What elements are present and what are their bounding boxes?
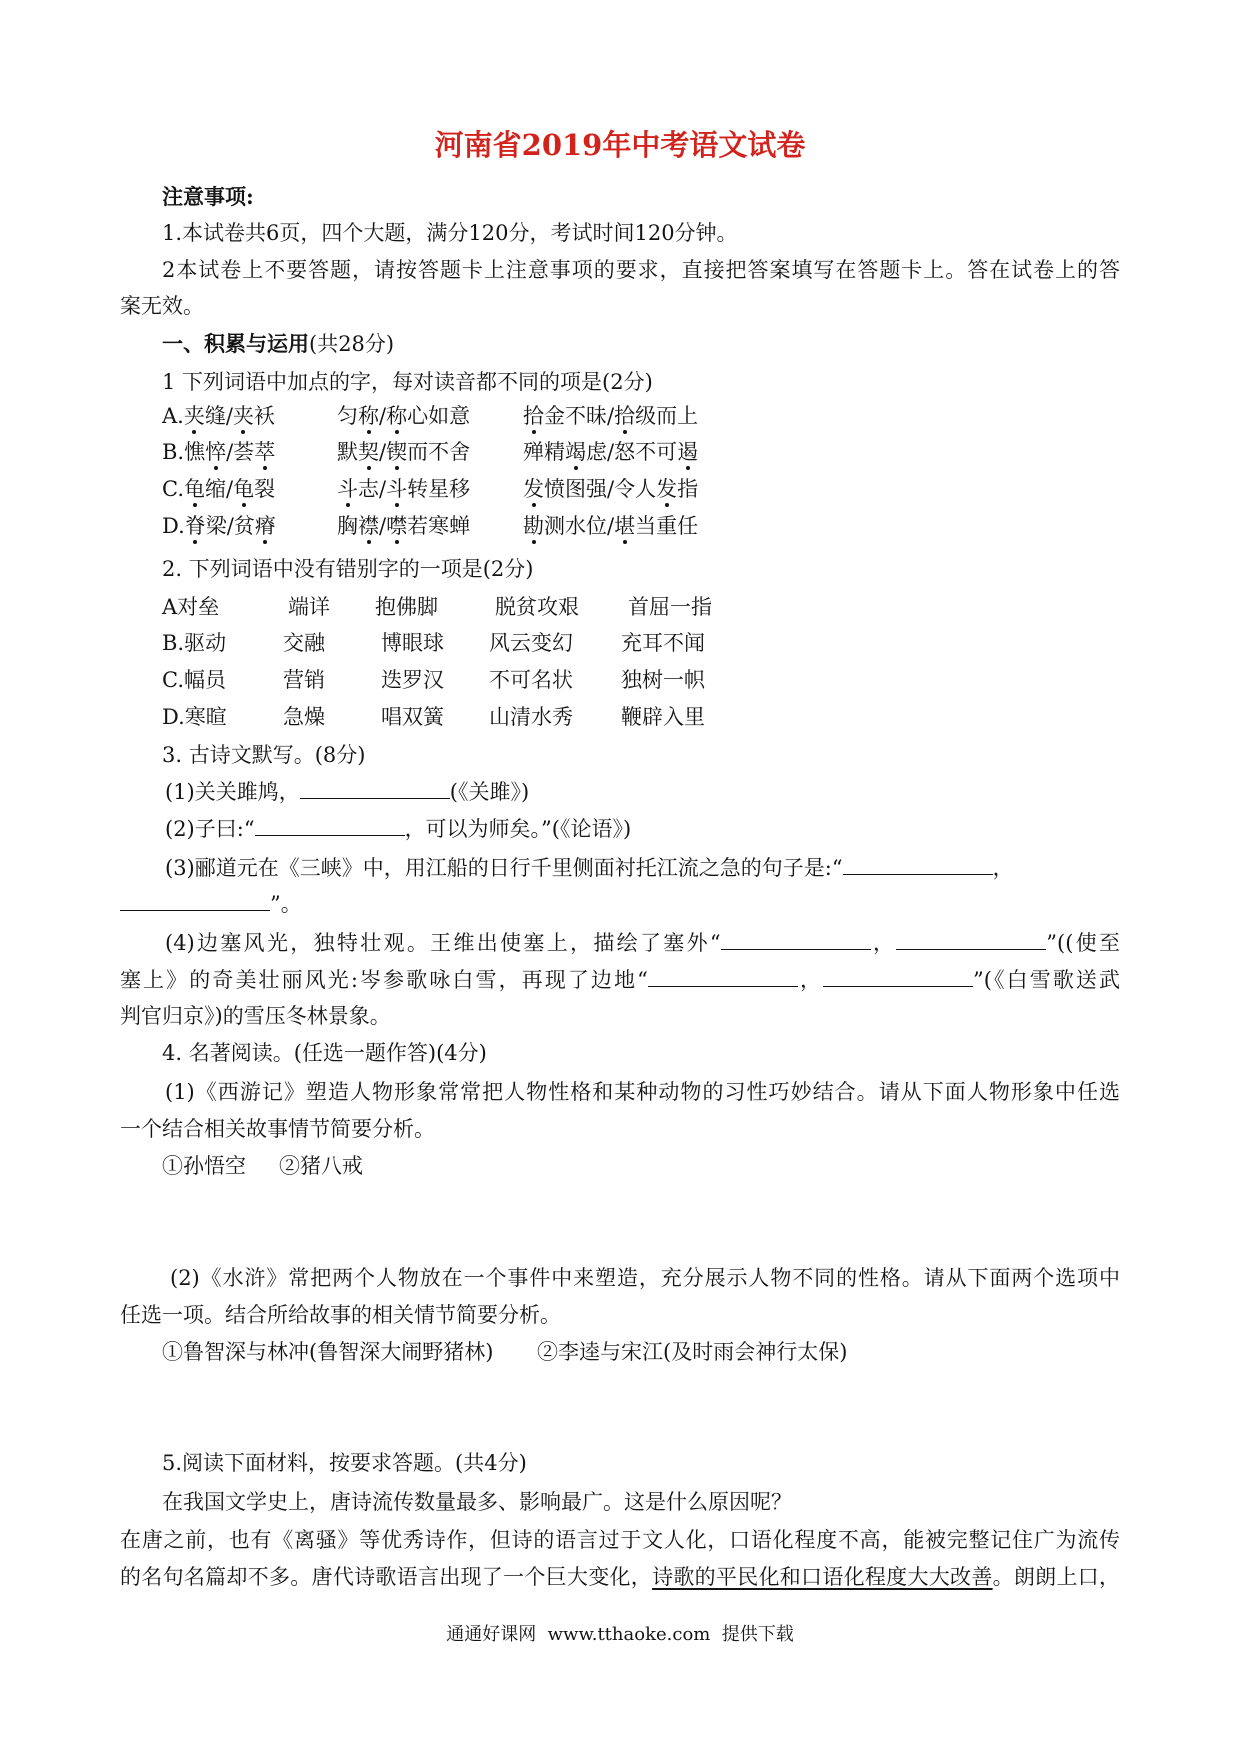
q2-word: 风云变幻 <box>489 631 573 655</box>
dotted-character: 称 <box>386 404 408 428</box>
word-text: 转星移 <box>407 477 471 501</box>
dotted-character: 斗 <box>386 477 408 501</box>
q2-option-d: D.寒暄 <box>162 705 227 729</box>
q4-part-1-line-1: (1)《西游记》塑造人物形象常常把人物性格和某种动物的习性巧妙结合。请从下面人物形象中任选 <box>165 1080 1120 1104</box>
dotted-character: 锲 <box>386 440 408 464</box>
word-text: 心如意 <box>407 404 471 428</box>
word-pair <box>523 398 698 434</box>
dotted-character: 噤 <box>386 514 408 538</box>
page-footer: 通通好课网 www.tthaoke.com 提供下载 <box>446 1624 794 1645</box>
q2-word: 山清水秀 <box>489 705 573 729</box>
q2-option-c: C.幅员 <box>162 668 226 692</box>
answer-blank <box>648 970 798 987</box>
word-text: 匀 <box>337 404 358 428</box>
word-pair <box>337 471 470 507</box>
q5-paragraph-line-1: 在唐之前，也有《离骚》等优秀诗作，但诗的语言过于文人化，口语化程度不高，能被完整记住广为流传 <box>120 1528 1120 1552</box>
dotted-character: 夹 <box>183 404 205 428</box>
q2-word: 博眼球 <box>381 631 444 655</box>
notice-item-2-line-2: 案无效。 <box>120 294 204 318</box>
q3-item-text: ， <box>797 968 824 992</box>
dotted-character: 契 <box>358 440 379 464</box>
q3-item-text: (2)子曰:“ <box>165 817 255 841</box>
word-pair <box>184 477 275 501</box>
word-text: 袄 <box>253 404 275 428</box>
q3-prompt: 3. 古诗文默写。(8分) <box>162 743 366 767</box>
option-label: C. <box>162 477 184 501</box>
option-label: A. <box>162 404 184 428</box>
word-pair <box>185 514 276 538</box>
dotted-character: 发 <box>523 477 544 501</box>
q2-word: 首屈一指 <box>628 595 712 619</box>
q3-item-1 <box>165 774 529 810</box>
answer-blank <box>843 858 993 875</box>
q5-intro: 在我国文学史上，唐诗流传数量最多、影响最广。这是什么原因呢？ <box>162 1490 792 1514</box>
dotted-character: 发 <box>656 477 678 501</box>
page-title: 河南省2019年中考语文试卷 <box>434 128 806 162</box>
q2-word: 充耳不闻 <box>621 631 705 655</box>
dotted-character: 襟 <box>358 514 379 538</box>
q4-part-2-choice-1: ①鲁智深与林冲(鲁智深大闹野猪林) <box>162 1340 494 1364</box>
answer-blank <box>255 819 405 836</box>
word-text: 测水位/ <box>544 514 615 538</box>
q2-word: 唱双簧 <box>381 705 444 729</box>
dotted-character: 萃 <box>254 440 276 464</box>
option-label: D. <box>162 514 185 538</box>
q3-item-text: (3)郦道元在《三峡》中，用江船的日行千里侧面衬托江流之急的句子是:“ <box>165 856 843 880</box>
q4-part-2-choice-2: ②李逵与宋江(及时雨会神行太保) <box>537 1340 848 1364</box>
q3-item-text: ，可以为师矣。”(《论语》) <box>404 817 632 841</box>
q3-item-4-line-1 <box>165 925 1120 961</box>
q3-item-text: ， <box>870 931 897 955</box>
q1-option-c <box>162 471 275 507</box>
section-title: 一、积累与运用 <box>162 331 309 356</box>
word-text: 殚精 <box>523 440 565 464</box>
word-pair <box>337 508 470 544</box>
q3-item-3-line-1 <box>165 850 1014 886</box>
q3-item-text: (1)关关雎鸠， <box>165 780 300 804</box>
word-text: / <box>379 440 387 464</box>
word-text: 愤图强/令人 <box>544 477 657 501</box>
answer-blank <box>120 894 270 911</box>
answer-blank <box>896 933 1046 950</box>
q2-word: 不可名状 <box>489 668 573 692</box>
q3-item-source: (《关雎》) <box>449 780 530 804</box>
q2-word: 迭罗汉 <box>381 668 444 692</box>
q4-prompt: 4. 名著阅读。(任选一题作答)(4分) <box>162 1041 487 1065</box>
word-pair <box>184 404 275 428</box>
q1-option-b <box>162 434 275 470</box>
dotted-character: 拾 <box>614 404 636 428</box>
q4-part-1-choice-1: ①孙悟空 <box>162 1154 246 1178</box>
q2-option-a: A对垒 <box>162 595 220 619</box>
q3-item-text: ”((使至 <box>1046 931 1121 955</box>
q5-paragraph-line-2 <box>120 1559 1120 1595</box>
q2-option-b: B.驱动 <box>162 631 227 655</box>
word-text: / <box>379 404 387 428</box>
q1-prompt: 1 下列词语中加点的字，每对读音都不同的项是(2分) <box>162 370 653 394</box>
notice-item-1: 1.本试卷共6页，四个大题，满分120分，考试时间120分钟。 <box>162 221 738 245</box>
q3-item-text: ， <box>992 856 1014 880</box>
word-text: 指 <box>677 477 699 501</box>
section-points: (共28分) <box>309 332 395 356</box>
dotted-character: 斗 <box>337 477 358 501</box>
q2-word: 急燥 <box>283 705 325 729</box>
dotted-character: 夹 <box>232 404 254 428</box>
word-pair <box>184 440 275 464</box>
dotted-character: 勘 <box>523 514 544 538</box>
word-text: 志/ <box>358 477 387 501</box>
word-pair <box>523 434 698 470</box>
notice-item-2-line-1: 2本试卷上不要答题，请按答题卡上注意事项的要求，直接把答案填写在答题卡上。答在试卷上的答 <box>162 258 1120 282</box>
word-text: 默 <box>337 440 358 464</box>
q2-word: 独树一帜 <box>621 668 705 692</box>
q2-word: 营销 <box>283 668 325 692</box>
section-heading <box>162 326 394 362</box>
word-text: 虑/怒不可 <box>586 440 678 464</box>
word-text: 胸 <box>337 514 358 538</box>
word-text: /荟 <box>226 440 255 464</box>
q1-option-a <box>162 398 275 434</box>
word-pair <box>523 508 698 544</box>
word-text: 缩/ <box>205 477 234 501</box>
q4-part-2-line-1: (2)《水浒》常把两个人物放在一个事件中来塑造，充分展示人物不同的性格。请从下面两个选项中 <box>170 1266 1120 1290</box>
dotted-character: 瘠 <box>254 514 276 538</box>
dotted-character: 悴 <box>205 440 227 464</box>
q4-part-2-line-2: 任选一项。结合所给故事的相关情节简要分析。 <box>120 1303 561 1327</box>
q2-prompt: 2. 下列词语中没有错别字的一项是(2分) <box>162 557 534 581</box>
q2-word: 交融 <box>283 631 325 655</box>
option-label: B. <box>162 440 185 464</box>
answer-blank <box>300 782 450 799</box>
q5-text: 。朗朗上口， <box>992 1565 1121 1589</box>
dotted-character: 遏 <box>677 440 699 464</box>
notice-heading: 注意事项: <box>162 184 254 209</box>
q5-prompt: 5.阅读下面材料，按要求答题。(共4分) <box>162 1451 527 1475</box>
q5-text: 的名句名篇却不多。唐代诗歌语言出现了一个巨大变化， <box>120 1565 653 1589</box>
dotted-character: 竭 <box>565 440 586 464</box>
q3-item-text: (4)边塞风光，独特壮观。王维出使塞上，描绘了塞外“ <box>165 931 721 955</box>
q3-item-4-line-2 <box>120 962 1120 998</box>
dotted-character: 称 <box>358 404 379 428</box>
word-pair <box>523 471 698 507</box>
word-pair <box>337 398 470 434</box>
word-text: / <box>379 514 387 538</box>
dotted-character: 堪 <box>614 514 636 538</box>
word-text: 缝/ <box>204 404 233 428</box>
q3-item-3-line-2 <box>120 886 302 922</box>
word-text: 金不昧/ <box>544 404 615 428</box>
answer-blank <box>823 970 973 987</box>
q3-item-text: ”(《白雪歌送武 <box>973 968 1121 992</box>
word-text: 级而上 <box>635 404 699 428</box>
dotted-character: 脊 <box>184 514 206 538</box>
word-text: 憔 <box>184 440 206 464</box>
q2-word: 鞭辟入里 <box>621 705 705 729</box>
dotted-character: 拾 <box>523 404 544 428</box>
q2-word: 脱贫攻艰 <box>495 595 579 619</box>
q3-item-2 <box>165 811 631 847</box>
word-pair <box>337 434 470 470</box>
word-text: 梁/贫 <box>205 514 255 538</box>
dotted-character: 龟 <box>233 477 255 501</box>
q4-part-1-line-2: 一个结合相关故事情节简要分析。 <box>120 1117 435 1141</box>
word-text: 裂 <box>254 477 276 501</box>
q3-item-text: 塞上》的奇美壮丽风光:岑参歌咏白雪，再现了边地“ <box>120 968 648 992</box>
word-text: 当重任 <box>635 514 699 538</box>
q1-option-d <box>162 508 276 544</box>
q4-part-1-choice-2: ②猪八戒 <box>279 1154 363 1178</box>
q5-underlined-text: 诗歌的平民化和口语化程度大大改善 <box>652 1565 993 1589</box>
word-text: 而不舍 <box>407 440 471 464</box>
q3-item-4-line-3: 判官归京》)的雪压冬林景象。 <box>120 1004 391 1028</box>
q2-word: 端详 <box>288 595 330 619</box>
word-text: 若寒蝉 <box>407 514 471 538</box>
q2-word: 抱佛脚 <box>375 595 438 619</box>
dotted-character: 龟 <box>184 477 205 501</box>
q3-item-text: ”。 <box>270 892 302 916</box>
answer-blank <box>721 933 871 950</box>
